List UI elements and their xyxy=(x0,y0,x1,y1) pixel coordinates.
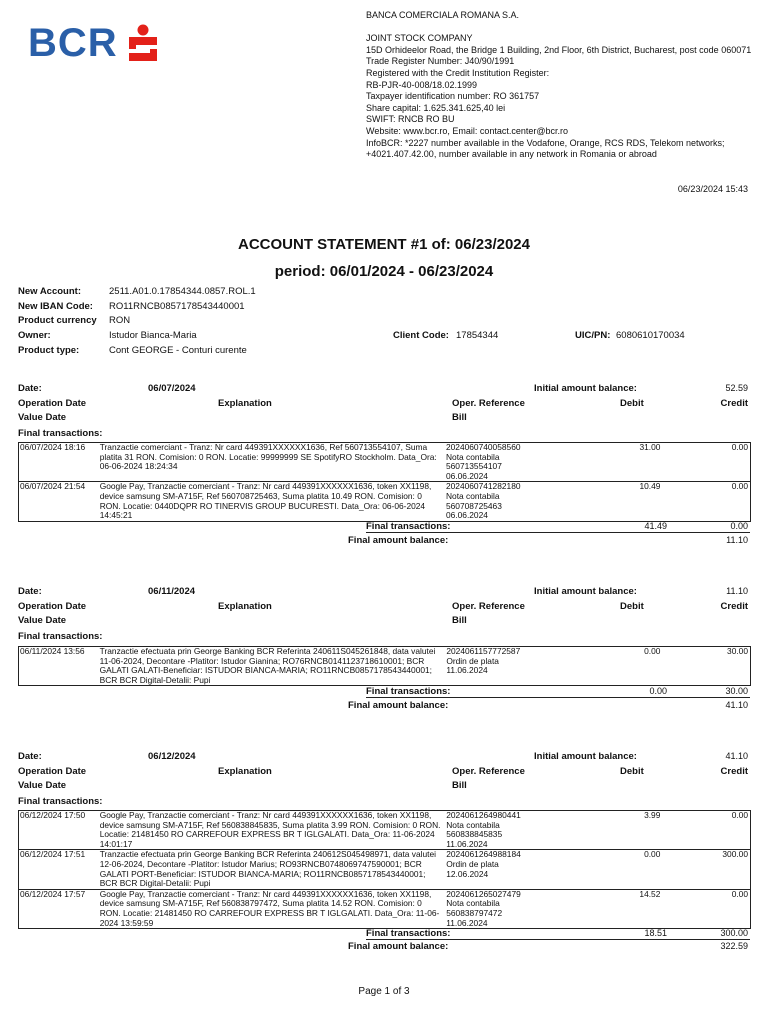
total-credit: 0.00 xyxy=(730,521,748,531)
bcr-logo xyxy=(28,22,158,64)
uic-label: UIC/PN: xyxy=(575,330,611,341)
final-transactions-label: Final transactions: xyxy=(366,686,451,697)
totals-divider xyxy=(366,697,750,698)
credit-header: Credit xyxy=(720,398,748,409)
tx-credit: 0.00 xyxy=(664,811,750,850)
tx-credit: 0.00 xyxy=(664,889,750,928)
table-row xyxy=(19,850,751,889)
account-info xyxy=(18,286,758,366)
currency-value: RON xyxy=(109,315,131,326)
tx-explanation: Tranzactie efectuata prin George Banking BCR Referinta 240612S045498971, data valutei 12-06-2024, Decontare -Platitor: Istudor Marius; RO93RNCB0748069747590001; BCR GALATI PORT-Beneficiar: ISTUDOR BIANCA-MARIA; RO11RNCB0857178543440001; BCR BCR Digital-Detalii: Pupi xyxy=(99,850,446,889)
product-type-value: Cont GEORGE - Conturi curente xyxy=(109,345,247,356)
oper-reference-header: Oper. Reference xyxy=(452,766,525,777)
tx-debit: 14.52 xyxy=(563,889,664,928)
final-transactions-heading: Final transactions: xyxy=(18,428,103,439)
tx-explanation: Google Pay, Tranzactie comerciant - Tranz: Nr card 449391XXXXXX1636, token XX1198, device samsung SM-A715F, Ref 560838845835, Suma platita 3.99 RON. Comision: 0 RON. Locatie: 21481450 RO CARREFOUR EXPRESS BR T IGLGALATI. Data_Ora: 11-06-2024 14:01:17 xyxy=(99,811,446,850)
bank-info xyxy=(366,10,756,161)
tx-datetime: 06/12/2024 17:51 xyxy=(19,850,99,889)
product-type-label: Product type: xyxy=(18,345,80,356)
explanation-header: Explanation xyxy=(218,766,272,777)
table-row xyxy=(19,443,751,482)
bill-header: Bill xyxy=(452,615,467,626)
value-date-header: Value Date xyxy=(18,615,67,626)
tx-datetime: 06/07/2024 18:16 xyxy=(19,443,99,482)
final-balance-label: Final amount balance: xyxy=(348,535,449,546)
credit-header: Credit xyxy=(720,601,748,612)
section-date: 06/07/2024 xyxy=(148,383,196,394)
final-balance-value: 11.10 xyxy=(726,535,748,545)
iban-label: New IBAN Code: xyxy=(18,301,93,312)
total-debit: 41.49 xyxy=(644,521,667,531)
total-debit: 0.00 xyxy=(649,686,667,696)
statement-title: ACCOUNT STATEMENT #1 of: 06/23/2024 xyxy=(237,236,530,253)
value-date-header: Value Date xyxy=(18,412,67,423)
bcr-logo-icon xyxy=(128,24,158,62)
tx-datetime: 06/11/2024 13:56 xyxy=(19,647,99,686)
totals-divider xyxy=(366,939,750,940)
client-code-value: 17854344 xyxy=(456,330,499,341)
date-label: Date: xyxy=(18,586,42,597)
tx-datetime: 06/12/2024 17:50 xyxy=(19,811,99,850)
tx-debit: 0.00 xyxy=(563,647,664,686)
tx-credit: 300.00 xyxy=(664,850,750,889)
tx-reference: 2024061157772587 Ordin de plata 11.06.2024 xyxy=(445,647,563,686)
bank-trade-register: Trade Register Number: J40/90/1991 xyxy=(366,56,515,67)
table-row xyxy=(19,889,751,928)
currency-label: Product currency xyxy=(18,315,97,326)
table-row xyxy=(19,811,751,850)
tx-reference: 2024061264980441 Nota contabila 560838845835 11.06.2024 xyxy=(445,811,563,850)
section-date: 06/11/2024 xyxy=(148,586,196,597)
date-label: Date: xyxy=(18,383,42,394)
transactions-table xyxy=(18,442,751,522)
bank-swift: SWIFT: RNCB RO BU xyxy=(366,114,455,125)
iban-value: RO11RNCB0857178543440001 xyxy=(109,301,245,312)
transactions-table xyxy=(18,646,751,686)
final-balance-value: 41.10 xyxy=(725,700,748,710)
tx-reference: 2024061264988184 Ordin de plata 12.06.2024 xyxy=(445,850,563,889)
initial-balance-label: Initial amount balance: xyxy=(534,383,637,394)
final-balance-value: 322.59 xyxy=(720,941,748,951)
tx-explanation: Google Pay, Tranzactie comerciant - Tranz: Nr card 449391XXXXXX1636, token XX1198, device samsung SM-A715F, Ref 560708725463, Suma platita 10.49 RON. Comision: 0 RON. Locatie: 0440DQPR RO TINERVIS GROUP BUCURESTI. Data_Ora: 06-06-2024 14:45:21 xyxy=(99,482,445,521)
total-credit: 300.00 xyxy=(720,928,748,938)
new-account-value: 2511.A01.0.17854344.0857.ROL.1 xyxy=(109,286,256,297)
operation-date-header: Operation Date xyxy=(18,398,87,409)
oper-reference-header: Oper. Reference xyxy=(452,398,525,409)
page-number: Page 1 of 3 xyxy=(358,986,410,997)
tx-datetime: 06/12/2024 17:57 xyxy=(19,889,99,928)
date-label: Date: xyxy=(18,751,42,762)
value-date-header: Value Date xyxy=(18,780,67,791)
debit-header: Debit xyxy=(620,601,644,612)
bank-taxpayer: Taxpayer identification number: RO 361757 xyxy=(366,91,540,102)
tx-credit: 0.00 xyxy=(664,482,750,521)
credit-header: Credit xyxy=(720,766,748,777)
tx-debit: 31.00 xyxy=(563,443,664,482)
initial-balance-value: 11.10 xyxy=(726,586,748,596)
owner-value: Istudor Bianca-Maria xyxy=(109,330,197,341)
tx-reference: 2024061265027479 Nota contabila 560838797472 11.06.2024 xyxy=(445,889,563,928)
final-balance-label: Final amount balance: xyxy=(348,941,449,952)
bank-reg-number: RB-PJR-40-008/18.02.1999 xyxy=(366,79,478,90)
client-code-label: Client Code: xyxy=(393,330,449,341)
bank-phone: +4021.407.42.00, number available in any network in Romania or abroad xyxy=(366,149,657,160)
uic-value: 6080610170034 xyxy=(616,330,685,341)
table-row xyxy=(19,482,751,521)
tx-credit: 30.00 xyxy=(664,647,750,686)
tx-reference: 2024060741282180 Nota contabila 560708725463 06.06.2024 xyxy=(445,482,563,521)
bill-header: Bill xyxy=(452,780,467,791)
bank-infobcr: InfoBCR: *2227 number available in the Vodafone, Orange, RCS RDS, Telekom networks; xyxy=(366,137,725,148)
oper-reference-header: Oper. Reference xyxy=(452,601,525,612)
tx-explanation: Tranzactie efectuata prin George Banking BCR Referinta 240611S045261848, data valutei 11-06-2024, Decontare -Platitor: Istudor Gianina; RO76RNCB0141123718610001; BCR GALATI GALATI-Beneficiar: ISTUDOR BIANCA-MARIA; RO11RNCB0857178543440001; BCR BCR Digital-Detalii: Pupi xyxy=(99,647,446,686)
total-credit: 30.00 xyxy=(725,686,748,696)
tx-credit: 0.00 xyxy=(664,443,750,482)
initial-balance-label: Initial amount balance: xyxy=(534,586,637,597)
bill-header: Bill xyxy=(452,412,467,423)
tx-debit: 3.99 xyxy=(563,811,664,850)
totals-divider xyxy=(366,532,750,533)
debit-header: Debit xyxy=(620,766,644,777)
bank-registered: Registered with the Credit Institution Register: xyxy=(366,67,550,78)
total-debit: 18.51 xyxy=(644,928,667,938)
initial-balance-value: 41.10 xyxy=(725,751,748,761)
final-transactions-label: Final transactions: xyxy=(366,521,451,532)
logo-text: BCR xyxy=(28,21,118,65)
statement-period: period: 06/01/2024 - 06/23/2024 xyxy=(274,263,494,280)
bank-website: Website: www.bcr.ro, Email: contact.center@bcr.ro xyxy=(366,125,569,136)
initial-balance-value: 52.59 xyxy=(725,383,748,393)
bank-share-capital: Share capital: 1.625.341.625,40 lei xyxy=(366,102,506,113)
final-transactions-label: Final transactions: xyxy=(366,928,451,939)
tx-explanation: Google Pay, Tranzactie comerciant - Tranz: Nr card 449391XXXXXX1636, token XX1198, device samsung SM-A715F, Ref 560838797472, Suma platita 14.52 RON. Comision: 0 RON. Locatie: 21481450 RO CARREFOUR EXPRESS BR T IGLGALATI. Data_Ora: 11-06-2024 13:59:59 xyxy=(99,889,446,928)
tx-debit: 0.00 xyxy=(563,850,664,889)
tx-debit: 10.49 xyxy=(563,482,664,521)
bank-name: BANCA COMERCIALA ROMANA S.A. xyxy=(366,10,520,20)
owner-label: Owner: xyxy=(18,330,51,341)
operation-date-header: Operation Date xyxy=(18,766,87,777)
final-balance-label: Final amount balance: xyxy=(348,700,449,711)
final-transactions-heading: Final transactions: xyxy=(18,631,103,642)
operation-date-header: Operation Date xyxy=(18,601,87,612)
explanation-header: Explanation xyxy=(218,398,272,409)
generated-date: 06/23/2024 15:43 xyxy=(677,184,748,194)
tx-datetime: 06/07/2024 21:54 xyxy=(19,482,99,521)
final-transactions-heading: Final transactions: xyxy=(18,796,103,807)
section-date: 06/12/2024 xyxy=(148,751,196,762)
table-row xyxy=(19,647,751,686)
tx-explanation: Tranzactie comerciant - Tranz: Nr card 449391XXXXXX1636, Ref 560713554107, Suma platita 31 RON. Comision: 0 RON. Locatie: 99999999 SE SpotifyRO Stockholm. Data_Ora: 06-06-2024 18:24:34 xyxy=(99,443,445,482)
new-account-label: New Account: xyxy=(18,286,81,297)
bank-address: 15D Orhideelor Road, the Bridge 1 Building, 2nd Floor, 6th District, Bucharest, post code 060071 xyxy=(366,44,752,55)
debit-header: Debit xyxy=(620,398,644,409)
initial-balance-label: Initial amount balance: xyxy=(534,751,637,762)
bank-company: JOINT STOCK COMPANY xyxy=(366,33,473,44)
transactions-table xyxy=(18,810,751,929)
tx-reference: 2024060740058560 Nota contabila 560713554107 06.06.2024 xyxy=(445,443,563,482)
explanation-header: Explanation xyxy=(218,601,272,612)
